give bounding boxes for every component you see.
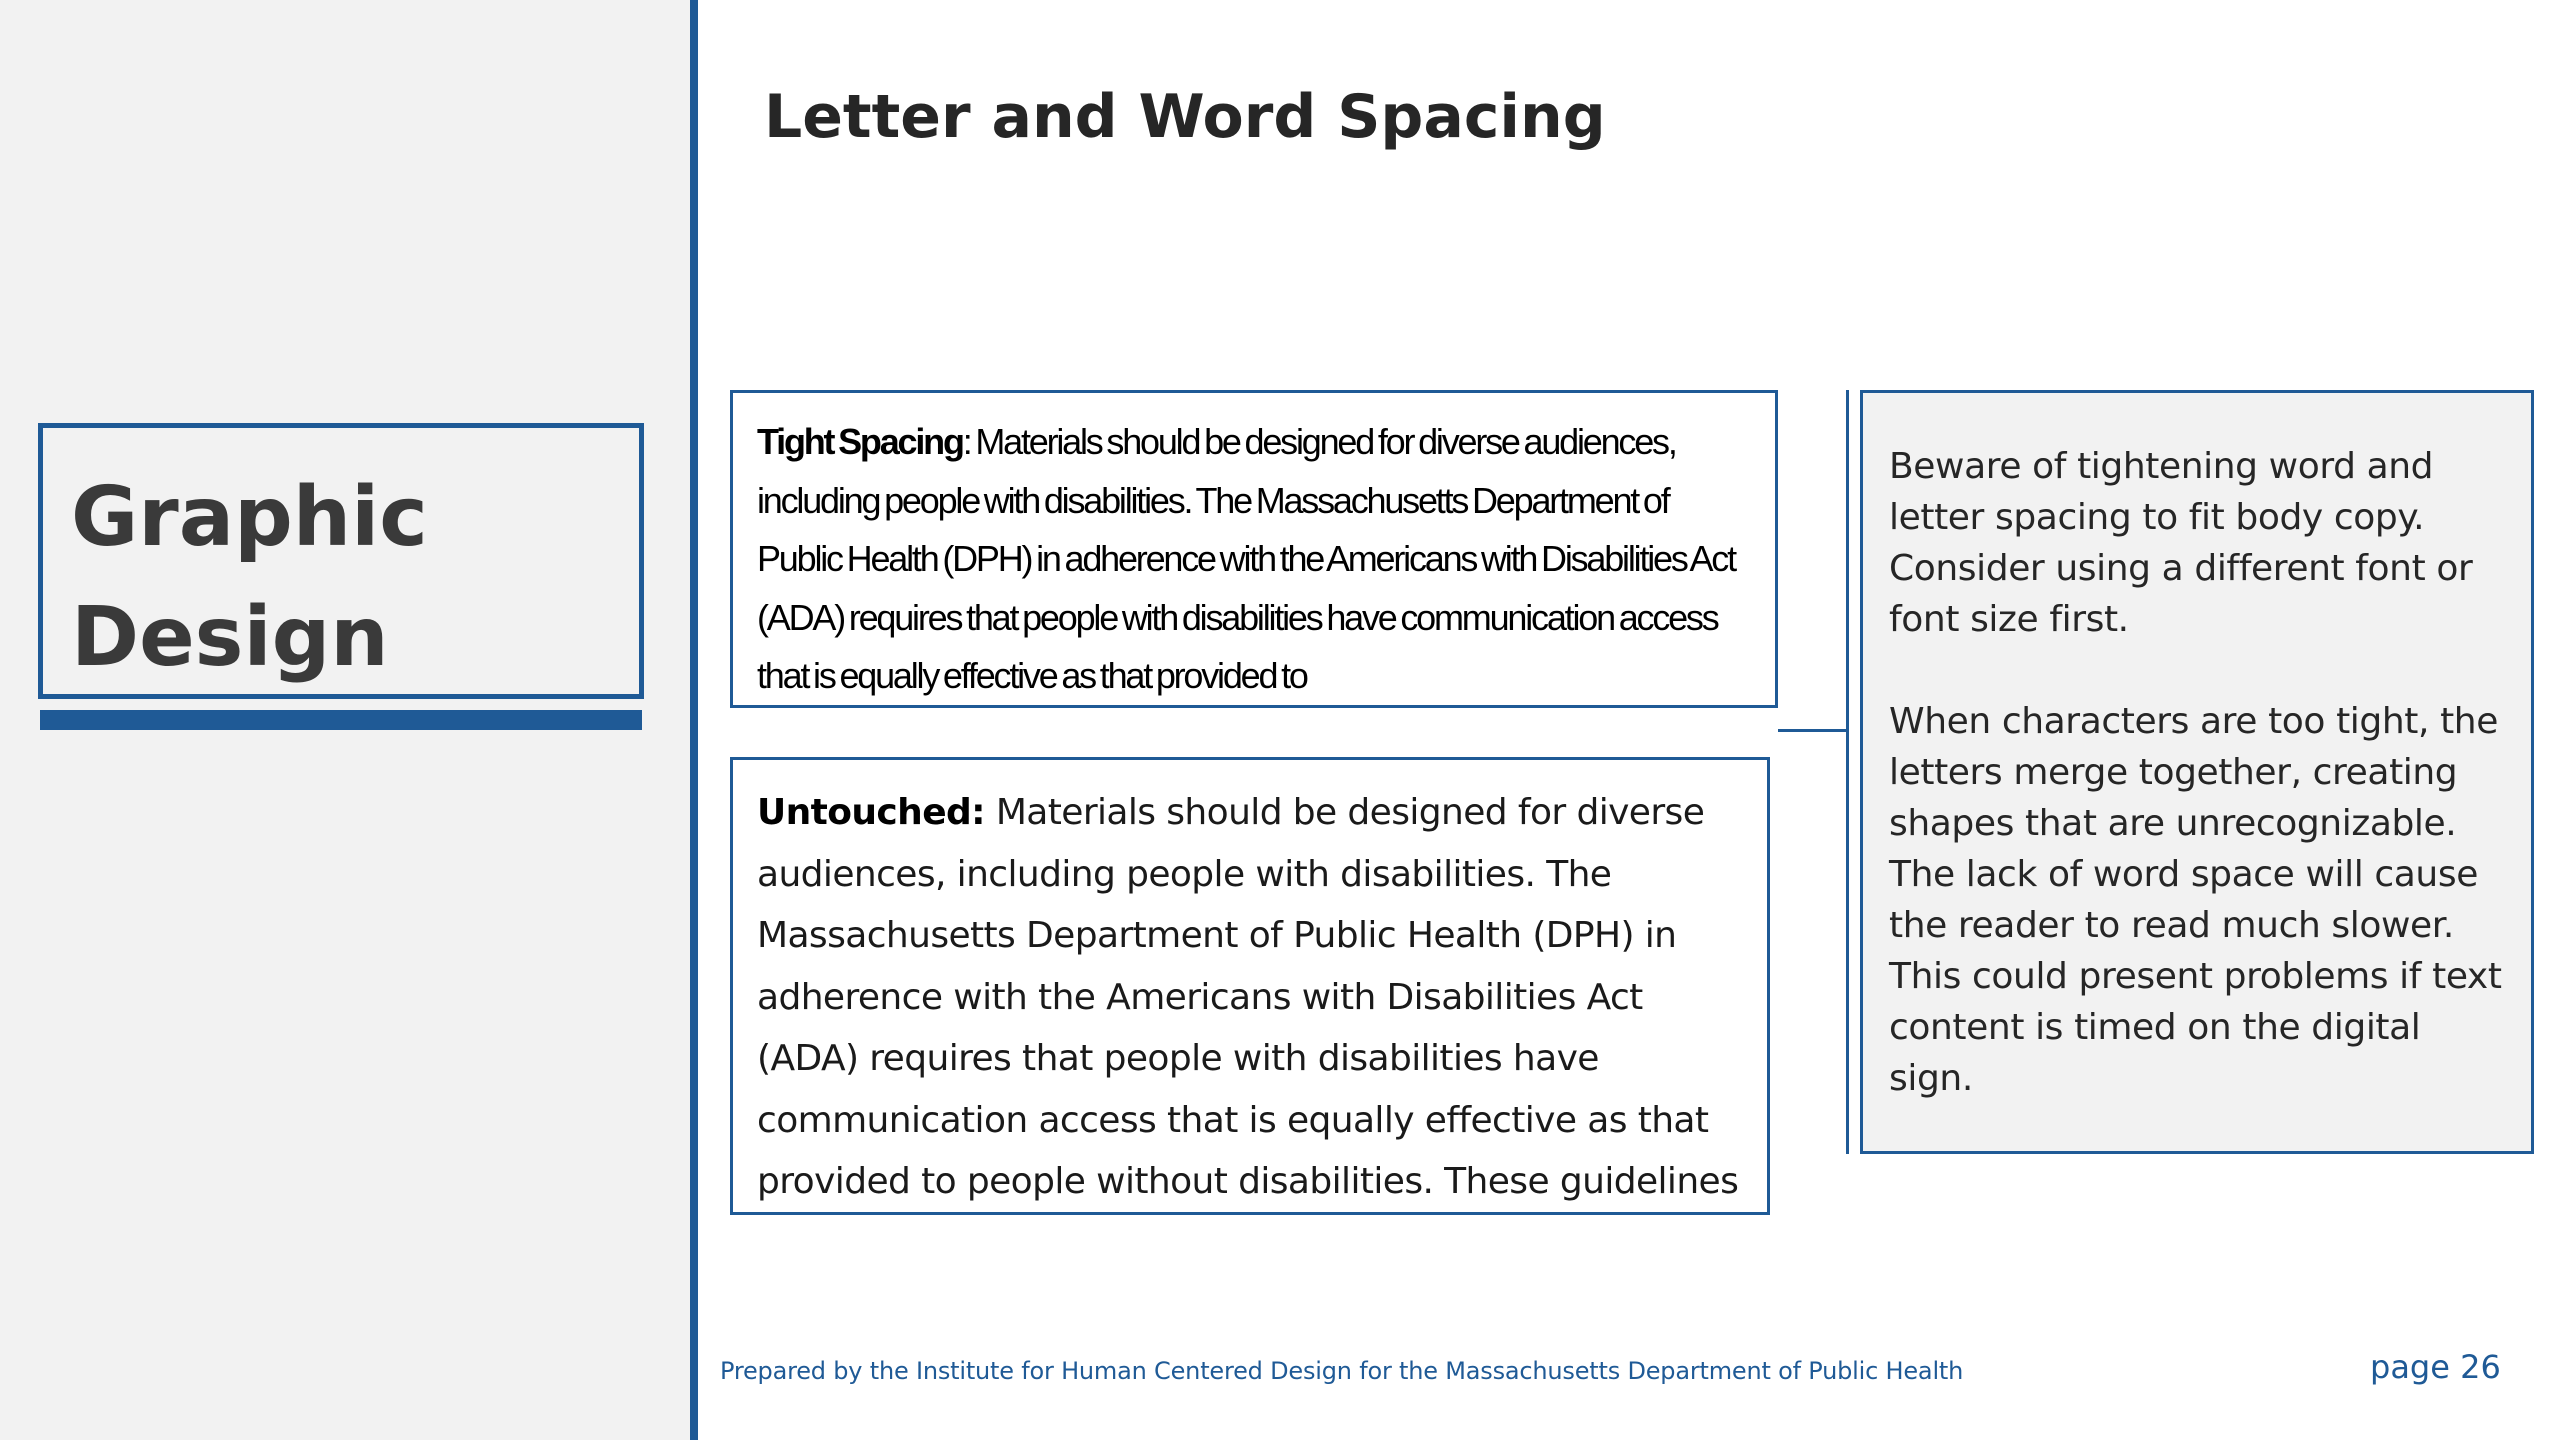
callout-connector-line: [1778, 729, 1848, 732]
tight-spacing-text: [757, 413, 1751, 706]
callout-box: [1860, 390, 2534, 1154]
callout-paragraph: When characters are too tight, the letters merge together, creating shapes that are unrecognizable. The lack of word space will cause the reader to read much slower. This could present problems if text content is timed on the digital sign.: [1889, 701, 2502, 1099]
footer-credit: Prepared by the Institute for Human Centered Design for the Massachusetts Department of Public Health: [720, 1357, 1964, 1385]
section-title-box: [38, 423, 644, 699]
section-title: Graphic Design: [71, 470, 428, 685]
untouched-body: Materials should be designed for diverse audiences, including people with disabilities. The Massachusetts Department of Public Health (DPH) in adherence with the Americans with Disabilities Act (ADA) requires that people with disabilities have communication access that is equally effective as that provided to people without disabilities. These guidelines: [757, 792, 1739, 1202]
section-accent-bar: [40, 710, 642, 730]
tight-spacing-label: Tight Spacing: [757, 421, 963, 462]
page-number: page 26: [2370, 1348, 2501, 1386]
untouched-text: [757, 782, 1743, 1213]
tight-spacing-body: Materials should be designed for diverse audiences, including people with disabilities. The Massachusetts Department of Public Health (DPH) in adherence with the Americans with Disabilities Act (ADA) requires that people with disabilities have communication access that is equally effective as that provided to: [757, 421, 1735, 696]
page-title: Letter and Word Spacing: [764, 82, 1606, 152]
tight-spacing-separator: :: [962, 421, 971, 462]
callout-paragraph: Beware of tightening word and letter spacing to fit body copy. Consider using a different font or font size first.: [1889, 446, 2473, 640]
untouched-label: Untouched:: [757, 792, 985, 833]
vertical-divider: [690, 0, 698, 1440]
tight-spacing-example-box: [730, 390, 1778, 708]
callout-bracket-line: [1846, 390, 1849, 1154]
untouched-example-box: [730, 757, 1770, 1215]
left-panel: [0, 0, 692, 1440]
